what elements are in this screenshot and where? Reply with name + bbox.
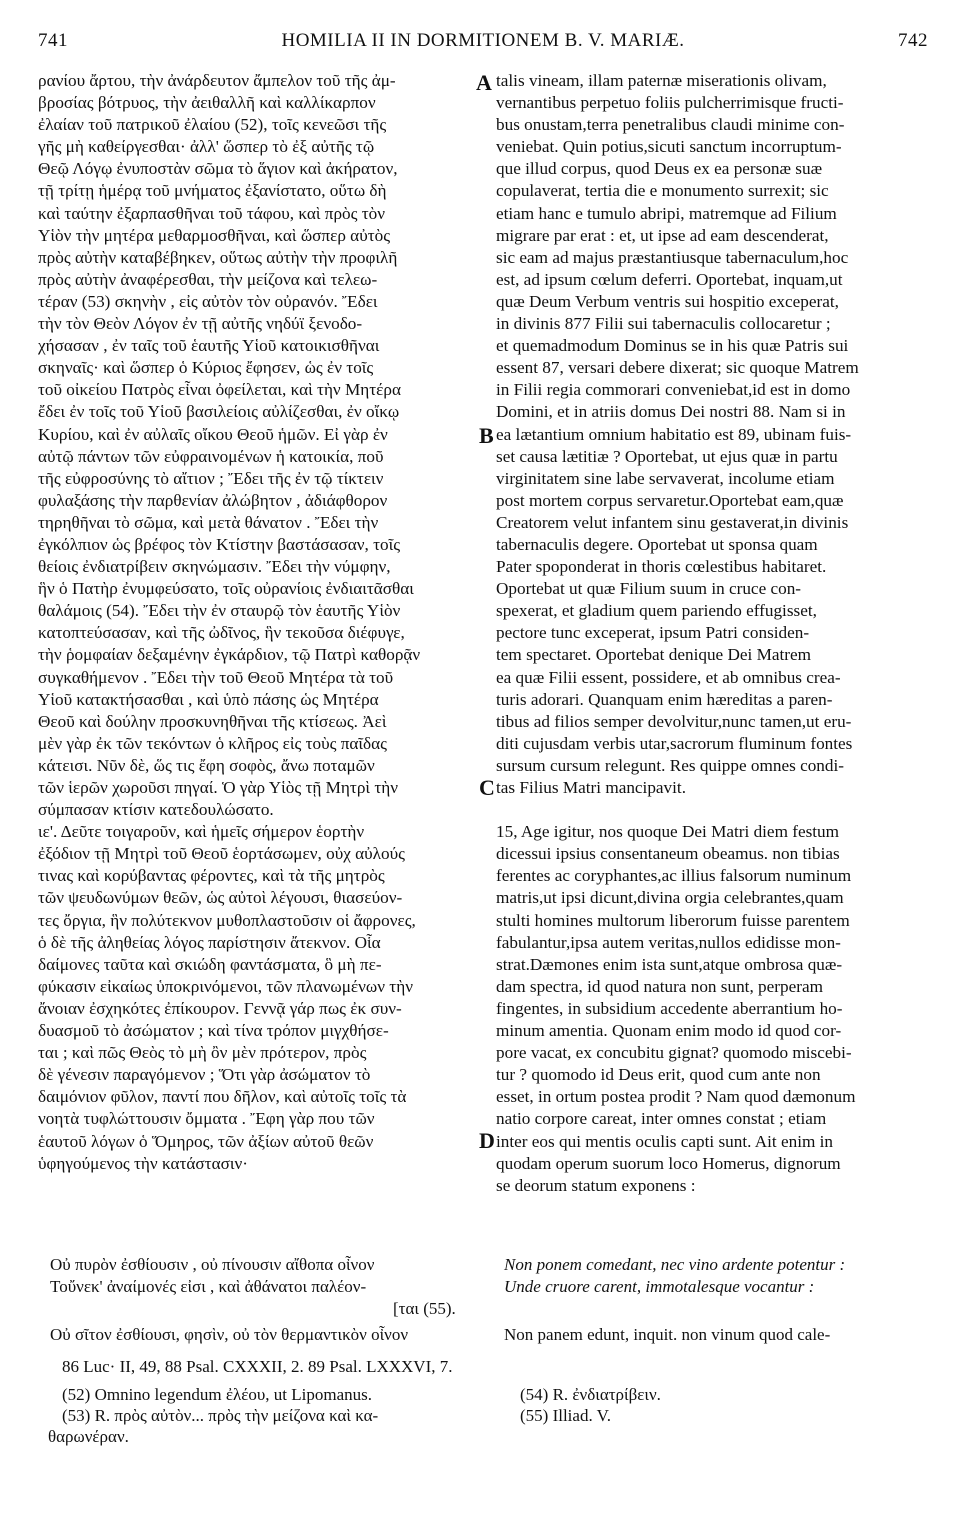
greek-text-line: θείοις ἐνδιατρίβειν σκηνώμασιν. Ἔδει τὴν νύμφην, — [38, 557, 391, 577]
latin-text-line: Domini, et in atriis domus Dei nostri 88. Nam si in — [496, 402, 846, 422]
greek-text-line: ται ; καὶ πῶς Θεὸς τὸ μὴ ὂν μὲν πρότερον, πρὸς — [38, 1043, 367, 1063]
greek-text-line: τινας καὶ κορύβαντας φέροντες, καὶ τὰ τῆς μητρὸς — [38, 866, 385, 886]
latin-text-line: turis adorari. Quanquam enim hæreditas a paren- — [496, 689, 833, 709]
greek-text-line: Υἱοῦ κατακτήσασθαι , καὶ ὑπὸ πάσης ὡς Μητέρα — [38, 689, 379, 709]
latin-text-line: 15, Age igitur, nos quoque Dei Matri diem festum — [496, 822, 840, 842]
margin-letter-b: B — [479, 423, 494, 448]
margin-letter-d: D — [479, 1128, 495, 1153]
latin-text-line: tem spectaret. Oportebat denique Dei Matrem — [496, 645, 811, 665]
latin-text-line: veniebat. Quin potius,sicuti sanctum incorruptum- — [496, 137, 842, 157]
greek-text-line: ἐξόδιον τῇ Μητρὶ τοῦ Θεοῦ ἑορτάσωμεν, οὐχ αὐλούς — [38, 844, 405, 864]
footnote-53: (53) R. πρὸς αὐτὸν... πρὸς τὴν μείζονα καὶ κα- — [62, 1406, 379, 1425]
greek-text-line: χήσασαν , ἐν ταῖς τοῦ ἑαυτῆς Υἱοῦ κατοικισθῆναι — [38, 336, 380, 356]
latin-text-line: est, ad ipsum cœlum deferri. Oportebat, inquam,ut — [496, 269, 843, 289]
greek-text-line: τῆς εὐφροσύνης τὸ αἴτιον ; Ἔδει τῆς ἐν τῷ τίκτειν — [38, 468, 384, 488]
latin-text-line: se deorum statum exponens : — [496, 1175, 696, 1195]
greek-text-line: Θεῷ Λόγῳ ἐνυποστὰν σῶμα τὸ ἅγιον καὶ ἀκήρατον, — [38, 159, 398, 179]
greek-text-line: θαλάμοις (54). Ἔδει τὴν ἐν σταυρῷ τὸν ἑαυτῆς Υἱὸν — [38, 601, 401, 621]
greek-text-line: ἔδει ἐν τοῖς τοῦ Υἱοῦ βασιλείοις αὐλίζεσθαι, ἐν οἴκῳ — [38, 402, 400, 422]
greek-text-line: τὴν ῥομφαίαν δεξαμένην ἐγκάρδιον, τῷ Πατρὶ καθορᾷν — [38, 645, 421, 665]
latin-text-line: set causa lætitiæ ? Oportebat, ut ejus quæ in partu — [496, 446, 838, 466]
latin-text-line — [496, 799, 932, 821]
greek-text-line: βροσίας βότρυος, τὴν ἀειθαλλῆ καὶ καλλίκαρπον — [38, 93, 376, 113]
greek-text-line: τῶν ἱερῶν χωροῦσι πηγαί. Ὁ γὰρ Υἱὸς τῇ Μητρὶ τὴν — [38, 778, 398, 797]
latin-text-line: dam spectra, id quod natura non sunt, perperam — [496, 976, 823, 996]
greek-text-line: ἐλαίαν τοῦ πατρικοῦ ἐλαίου (52), τοῖς κενεῶσι τῆς — [38, 115, 387, 135]
greek-verse-line-1: Οὐ πυρὸν ἐσθίουσιν , οὐ πίνουσιν αἴθοπα οἶνον — [50, 1255, 375, 1274]
greek-text-line: τηρηθῆναι τὸ σῶμα, καὶ μετὰ θάνατον . Ἔδει τὴν — [38, 512, 379, 532]
footnote-54: (54) R. ἐνδιατρίβειν. — [520, 1385, 661, 1404]
latin-column — [496, 70, 932, 1197]
page-number-left: 741 — [38, 30, 68, 51]
greek-text-line: κατοπτεύσασαν, καὶ τῆς ὠδῖνος, ἣν τεκοῦσα διέφυγε, — [38, 623, 405, 643]
latin-text-line: sursum cursum relegunt. Res quippe omnes condi- — [496, 755, 844, 775]
latin-text-line: fingentes, in subsidium accedente aberrantium ho- — [496, 998, 843, 1018]
latin-text-line: fabulantur,ipsa autem veritas,nullos edidisse mon- — [496, 932, 841, 952]
latin-verse-line-3: Non panem edunt, inquit. non vinum quod cale- — [504, 1325, 831, 1344]
latin-text-line: matris,ut ipsi dicunt,divina orgia celebrantes,quam — [496, 888, 844, 908]
greek-text-line: τέραν (53) σκηνὴν , εἰς αὐτὸν τὸν οὐρανόν. Ἔδει — [38, 291, 378, 311]
latin-text-line: quæ Deum Verbum ventris sui hospitio exceperat, — [496, 291, 839, 311]
latin-text-line: essent 87, versari debere dixerat; sic quoque Matrem — [496, 358, 859, 378]
latin-text-line: natio corpore careat, inter omnes constat ; etiam — [496, 1109, 827, 1129]
latin-text-line: ea lætantium omnium habitatio est 89, ubinam fuis- — [496, 424, 852, 444]
greek-verse-line-4: Οὐ σῖτον ἐσθίουσι, φησὶν, οὐ τὸν θερμαντικὸν οἶνον — [50, 1325, 409, 1344]
latin-text-line: pore vacat, ex concubitu gignat? quomodo miscebi- — [496, 1043, 852, 1063]
latin-text-line: etiam hanc e tumulo abripi, matremque ad Filium — [496, 203, 837, 223]
latin-text-line: pectore tunc exceperat, ipsum Patri considen- — [496, 623, 810, 643]
greek-text-line: καὶ ταύτην ἐξαρπασθῆναι τοῦ τάφου, καὶ πρὸς τὸν — [38, 203, 386, 223]
greek-text-line: τοῦ οἰκείου Πατρὸς εἶναι ὀφείλεται, καὶ τὴν Μητέρα — [38, 380, 401, 400]
greek-text-line: Κυρίου, καὶ ἐν αὐλαῖς οἴκου Θεοῦ ἡμῶν. Εἰ γὰρ ἐν — [38, 424, 388, 444]
latin-text-line: sic eam ad majus præstantiusque tabernaculum,hoc — [496, 247, 849, 267]
latin-text-line: virginitatem sine labe servaverat, incolume etiam — [496, 468, 835, 488]
greek-text-line: φύκασιν εἰκαίως ὑποκρινόμενοι, τῶν πλανωμένων τὴν — [38, 976, 413, 996]
running-header — [38, 30, 928, 64]
greek-text-line: δυασμοῦ τὸ ἀσώματον ; καὶ τίνα τρόπον μιγχθήσε- — [38, 1021, 389, 1041]
latin-text-line: vernantibus perpetuo foliis pulcherrimisque fructi- — [496, 93, 844, 113]
greek-text-line: φυλαξάσης τὴν παρθενίαν ἀλώβητον , ἀδιάφθορον — [38, 490, 388, 510]
greek-text-line: γῆς μὴ καθείργεσθαι· ἀλλ' ὥσπερ τὸ ἐξ αὐτῆς τῷ — [38, 137, 375, 157]
latin-text-line: tas Filius Matri mancipavit. — [496, 778, 686, 797]
greek-text-line: πρὸς αὐτὴν ἀναφέρεσθαι, τὴν μείζονα καὶ τελεω- — [38, 269, 378, 289]
latin-text-line: quodam operum suorum loco Homerus, dignorum — [496, 1153, 841, 1173]
footnote-52: (52) Omnino legendum ἐλέου, ut Lipomanus. — [62, 1385, 372, 1404]
greek-text-line: σκηναῖς· καὶ ὥσπερ ὁ Κύριος ἔφησεν, ὡς ἐν τοῖς — [38, 358, 374, 378]
greek-text-line: ἣν ὁ Πατὴρ ἐνυμφεύσατο, τοῖς οὐρανίοις ἐνδιαιτᾶσθαι — [38, 579, 414, 599]
footnote-55: (55) Illiad. V. — [520, 1406, 611, 1425]
latin-text-line: stulti homines multorum liberorum fuisse parentem — [496, 910, 850, 930]
latin-text-line: minum amentia. Quonam enim modo id quod cor- — [496, 1021, 842, 1041]
greek-text-line: δαιμόνιον φῦλον, παντί που δῆλον, καὶ αὐτοῖς τοῖς τὰ — [38, 1087, 407, 1107]
latin-text-line: diti cujusdam verbis utar,sacrorum fluminum fontes — [496, 733, 853, 753]
latin-text-line: Pater spoponderat in thoris cœlestibus habitaret. — [496, 557, 827, 577]
greek-text-line: νοητὰ τυφλώττουσιν ὄμματα . Ἔφη γὰρ που τῶν — [38, 1109, 375, 1129]
greek-text-line: μὲν γὰρ ἐκ τῶν τεκόντων ὁ κλῆρος εἰς τοὺς παῖδας — [38, 733, 387, 753]
latin-text-line: in Filii regia commorari conveniebat,id est in domo — [496, 380, 851, 400]
greek-text-line: πρὸς αὐτὴν καταβέβηκεν, οὕτως αὐτὴν τὴν προφιλῆ — [38, 247, 398, 267]
greek-text-line: ρανίου ἄρτου, τὴν ἀνάρδευτον ἄμπελον τοῦ τῆς ἀμ- — [38, 71, 396, 90]
page-number-right: 742 — [898, 30, 928, 51]
latin-text-line: tibus ad filios semper devolvitur,nunc tamen,ut eru- — [496, 711, 852, 731]
latin-text-line: inter eos qui mentis oculis capti sunt. Ait enim in — [496, 1131, 834, 1151]
latin-text-line: que illud corpus, quod Deus ex ea personæ suæ — [496, 159, 823, 179]
greek-text-line: τὴν τὸν Θεὸν Λόγον ἐν τῇ αὐτῆς νηδύϊ ξενοδο- — [38, 314, 363, 334]
latin-text-line: in divinis 877 Filii sui tabernaculis collocaretur ; — [496, 314, 831, 334]
greek-column — [38, 70, 486, 1175]
latin-text-line: ea quæ Filii essent, possidere, et ab omnibus crea- — [496, 667, 841, 687]
greek-text-line: τῶν ψευδωνύμων θεῶν, ὡς αὐτοὶ λέγουσι, θιασεύον- — [38, 888, 403, 908]
latin-text-line: post mortem corpus servaretur.Oportebat eam,quæ — [496, 490, 844, 510]
latin-text-line: ferentes ac coryphantes,ac illius falsorum numinum — [496, 866, 852, 886]
greek-text-line: ιε'. Δεῦτε τοιγαροῦν, καὶ ἡμεῖς σήμερον ἑορτὴν — [38, 822, 365, 842]
latin-text-line: bus onustam,terra penetralibus claudi minime con- — [496, 115, 845, 135]
greek-text-line: ἐγκόλπιον ὡς βρέφος τὸν Κτίστην βαστάσασαν, τοῖς — [38, 534, 401, 554]
greek-text-line: κάτεισι. Νῦν δὲ, ὥς τις ἔφη σοφὸς, ἄνω ποταμῶν — [38, 755, 375, 775]
greek-text-line: ἑαυτοῦ λόγων ὁ Ὅμηρος, τῶν ἀξίων αὐτοῦ θεῶν — [38, 1131, 374, 1151]
greek-text-line: τῇ τρίτῃ ἡμέρᾳ τοῦ μνήματος ἐξανίστατο, οὕτω δὴ — [38, 181, 387, 201]
footnote-53-continued: θαρωνέραν. — [48, 1427, 129, 1446]
margin-letter-a: A — [476, 70, 492, 95]
latin-text-line: dicessui ipsius consentaneum obeamus. non tibias — [496, 844, 840, 864]
greek-text-line: Θεοῦ καὶ δούλην προσκυνηθῆναι τῆς κτίσεως. Ἀεὶ — [38, 711, 387, 731]
greek-verse-line-3: [ται (55). — [393, 1299, 456, 1318]
greek-text-line: σύμπασαν κτίσιν κατεδουλώσατο. — [38, 800, 274, 820]
latin-text-line: et quemadmodum Dominus se in his quæ Patris sui — [496, 336, 849, 356]
latin-text-line: spexerat, et gladium quem pariendo effugisset, — [496, 601, 817, 621]
latin-verse-line-1: Non ponem comedant, nec vino ardente potentur : — [504, 1255, 846, 1274]
margin-letter-c: C — [479, 775, 495, 800]
greek-text-line: ὑφηγούμενος τὴν κατάστασιν· — [38, 1153, 248, 1173]
latin-verse-line-2: Unde cruore carent, immotalesque vocantur : — [504, 1277, 815, 1296]
latin-text-line: tabernaculis degere. Oportebat ut sponsa quam — [496, 534, 818, 554]
greek-text-line: δὲ γένεσιν παραγόμενον ; Ὅτι γὰρ ἀσώματον τὸ — [38, 1065, 371, 1085]
greek-text-line: Υἱὸν τὴν μητέρα μεθαρμοσθῆναι, καὶ ὥσπερ αὐτὸς — [38, 225, 391, 245]
latin-text-line: strat.Dæmones enim ista sunt,atque ombrosa quæ- — [496, 954, 843, 974]
latin-text-line: Oportebat ut quæ Filium suum in cruce con- — [496, 579, 802, 599]
scripture-references: 86 Luc· II, 49, 88 Psal. CXXXII, 2. 89 Psal. LXXXVI, 7. — [62, 1357, 453, 1376]
latin-text-line: Creatorem velut infantem sinu gestaverat,in divinis — [496, 512, 849, 532]
greek-text-line: τες ὄργια, ἣν πολύτεκνον μυθοπλαστοῦσιν οἱ ἄφρονες, — [38, 910, 416, 930]
greek-text-line: δαίμονες ταῦτα καὶ σκιώδη φαντάσματα, ὃ μὴ πε- — [38, 954, 382, 974]
greek-verse-line-2: Τοὔνεκ' ἀναίμονές εἰσι , καὶ ἀθάνατοι παλέον- — [50, 1277, 367, 1296]
greek-text-line: ἄνοιαν ἐσχηκότες ἐπίκουρον. Γεννᾷ γάρ πως ἐκ συν- — [38, 998, 402, 1018]
greek-text-line: ὁ δὲ τῆς ἀληθείας λόγος παρίστησιν ἄτεκνον. Οἷα — [38, 932, 381, 952]
latin-text-line: copulaverat, tertia die e monumento surrexit; sic — [496, 181, 829, 201]
latin-text-line: talis vineam, illam paternæ miserationis olivam, — [496, 71, 827, 90]
latin-text-line: tur ? quomodo id Deus erit, quod cum ante non — [496, 1065, 821, 1085]
greek-text-line: αὐτῷ πάντων τῶν εὐφραινομένων ἡ κατοικία, ποῦ — [38, 446, 384, 466]
greek-text-line: συγκαθήμενον . Ἔδει τὴν τοῦ Θεοῦ Μητέρα τὰ τοῦ — [38, 667, 394, 687]
latin-text-line: esset, in ortum postea prodit ? Nam quod dæmonum — [496, 1087, 856, 1107]
running-title: HOMILIA II IN DORMITIONEM B. V. MARIÆ. — [281, 30, 685, 51]
latin-text-line: migrare par erat : et, ut ipse ad eam descenderat, — [496, 225, 829, 245]
